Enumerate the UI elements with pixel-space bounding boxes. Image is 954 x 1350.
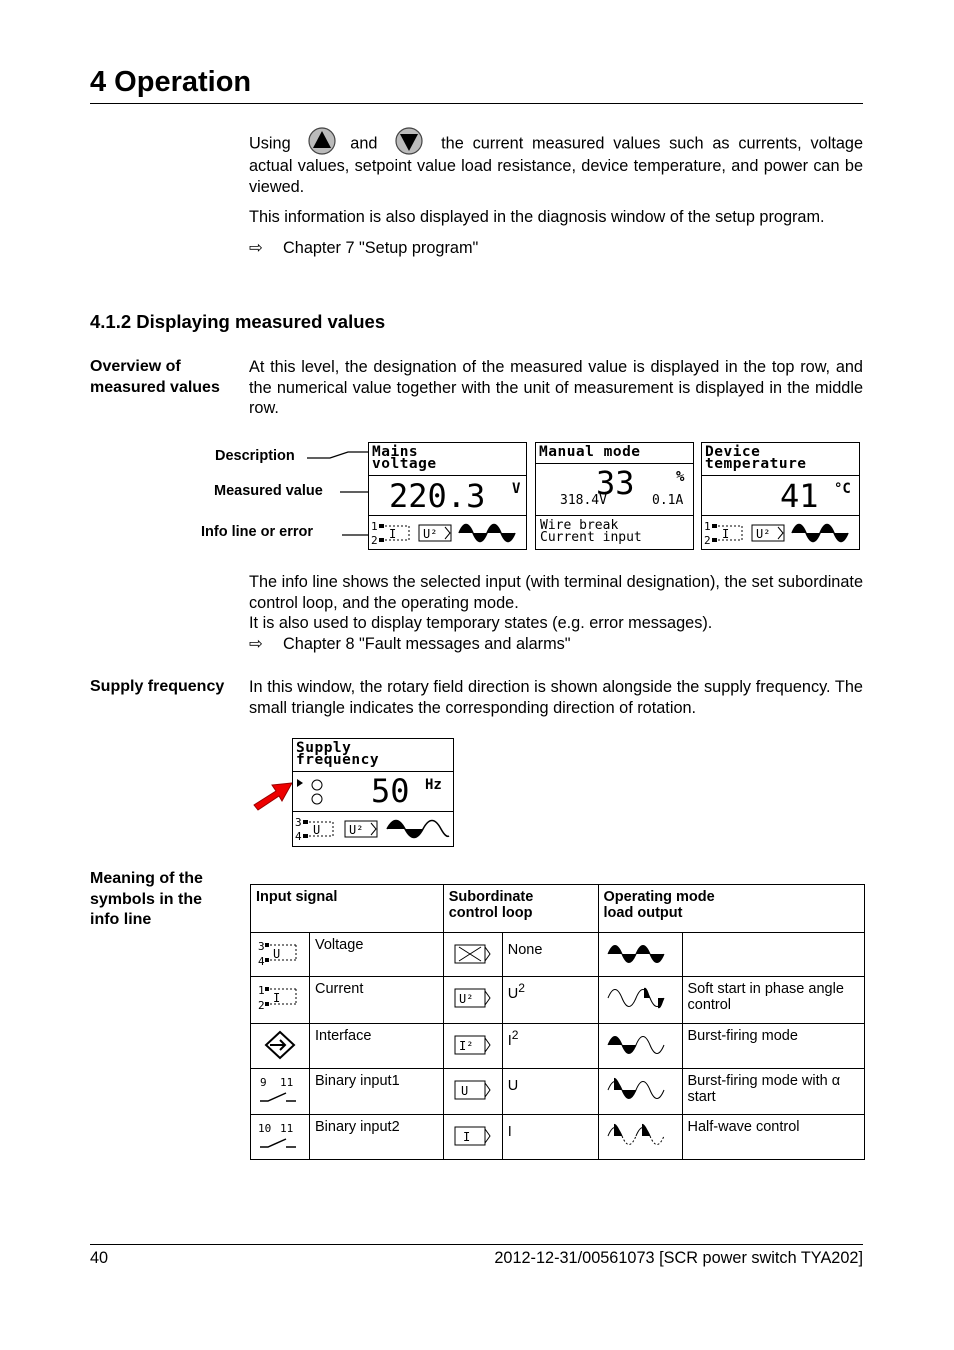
input-label: Binary input2 xyxy=(310,1115,444,1160)
red-pointer-arrow-icon xyxy=(250,775,294,811)
lcd-separator xyxy=(536,515,693,516)
header-rule xyxy=(90,103,863,104)
svg-text:3: 3 xyxy=(258,940,265,953)
header-op-line2: load output xyxy=(603,905,683,921)
lcd-separator xyxy=(369,515,526,516)
lcd-info-line2: Current input xyxy=(540,530,642,545)
lcd-separator xyxy=(369,475,526,476)
xref-setup-text: Chapter 7 "Setup program" xyxy=(283,238,479,257)
mode-half-wave-icon xyxy=(598,1115,682,1160)
svg-text:U²: U² xyxy=(756,527,771,541)
lcd-value: 220.3 xyxy=(389,477,486,515)
overview-paragraph: At this level, the designation of the measured value is displayed in the top row, and the numerical value together with the unit of measurement is displayed in the middle row. xyxy=(249,358,863,418)
loop-i2-icon xyxy=(443,1024,502,1069)
lcd-value: 33 xyxy=(596,464,635,502)
lcd-unit: °C xyxy=(834,481,851,497)
table-row xyxy=(251,977,865,1024)
lcd-separator xyxy=(702,475,859,476)
mode-label xyxy=(682,933,865,977)
svg-text:11: 11 xyxy=(280,1122,294,1135)
svg-text:I: I xyxy=(389,527,397,541)
lcd-value: 41 xyxy=(780,477,819,515)
lcd-display-mains-voltage xyxy=(368,442,527,550)
xref-setup[interactable] xyxy=(249,238,863,259)
xref-fault[interactable] xyxy=(249,634,863,655)
lcd-title-line2: frequency xyxy=(296,752,380,768)
chapter-title: 4 Operation xyxy=(90,66,252,98)
rotation-direction-icon xyxy=(295,777,329,807)
input-label: Binary input1 xyxy=(310,1069,444,1115)
header-sub-line2: control loop xyxy=(448,905,533,921)
lcd-unit: V xyxy=(512,481,521,497)
svg-text:2: 2 xyxy=(704,534,711,547)
svg-text:3: 3 xyxy=(295,816,302,829)
table-header-row xyxy=(251,885,865,933)
loop-none-icon xyxy=(443,933,502,977)
lcd-title-line1: Mains xyxy=(372,444,419,460)
current-input-icon xyxy=(251,977,310,1024)
xref-fault-text: Chapter 8 "Fault messages and alarms" xyxy=(283,634,571,653)
leader-lines xyxy=(300,440,375,550)
voltage-input-icon xyxy=(251,933,310,977)
lcd-unit: % xyxy=(676,469,685,485)
label-description: Description xyxy=(215,448,295,464)
lcd-sub-right: 0.1A xyxy=(652,493,684,508)
svg-text:1: 1 xyxy=(704,520,711,533)
info-line-icons xyxy=(369,518,526,548)
loop-u2-icon xyxy=(443,977,502,1024)
up-arrow-key-icon xyxy=(307,126,337,156)
svg-text:I: I xyxy=(273,991,281,1005)
document-reference: 2012-12-31/00561073 [SCR power switch TYA202] xyxy=(494,1249,863,1267)
mode-burst-firing-icon xyxy=(598,1024,682,1069)
input-label: Voltage xyxy=(310,933,444,977)
mode-full-wave-icon xyxy=(598,933,682,977)
footer-rule xyxy=(90,1244,863,1245)
svg-text:9: 9 xyxy=(260,1076,267,1089)
mode-label: Burst-firing mode with α start xyxy=(682,1069,865,1115)
loop-text: None xyxy=(507,941,543,958)
mode-label: Burst-firing mode xyxy=(682,1024,865,1069)
loop-text: I xyxy=(507,1123,512,1140)
section-heading: 4.1.2 Displaying measured values xyxy=(90,311,386,332)
info-line-text-2: It is also used to display temporary states (e.g. error messages). xyxy=(249,614,713,633)
interface-input-icon xyxy=(251,1024,310,1069)
page-number: 40 xyxy=(90,1249,109,1267)
loop-text: U xyxy=(507,1077,519,1094)
header-operating-mode xyxy=(598,885,864,933)
side-heading-meaning: Meaning of the symbols in the info line xyxy=(90,870,203,929)
xref-arrow-icon: ⇨ xyxy=(249,238,263,257)
symbol-table xyxy=(250,884,865,1160)
lcd-title-line1: Manual mode xyxy=(539,444,641,460)
mode-soft-start-icon xyxy=(598,977,682,1024)
lcd-unit: Hz xyxy=(425,777,442,793)
loop-label xyxy=(502,1024,598,1069)
svg-text:U²: U² xyxy=(423,527,438,541)
svg-text:U²: U² xyxy=(349,823,364,837)
svg-text:I²: I² xyxy=(458,1039,474,1053)
loop-i-icon xyxy=(443,1115,502,1160)
supply-paragraph: In this window, the rotary field direction is shown alongside the supply frequency. The small triangle indicates the corresponding direction of rotation. xyxy=(249,678,863,717)
lcd-value: 50 xyxy=(371,772,410,810)
binary-input1-icon xyxy=(251,1069,310,1115)
header-op-line1: Operating mode xyxy=(603,889,715,905)
header-sub-line1: Subordinate xyxy=(448,889,534,905)
svg-text:U: U xyxy=(273,947,281,961)
loop-sup: 2 xyxy=(518,981,525,995)
loop-text: U xyxy=(507,985,519,1002)
lcd-title-line1: Device xyxy=(705,444,761,460)
info-line-text-1: The info line shows the selected input (with terminal designation), the set subordinate control loop, and the operating mode. xyxy=(249,573,863,612)
label-info-line: Info line or error xyxy=(201,524,313,540)
table-row xyxy=(251,1069,865,1115)
header-input-signal: Input signal xyxy=(251,885,444,933)
svg-text:4: 4 xyxy=(258,955,265,968)
lcd-info-line1: Wire break xyxy=(540,518,619,533)
mode-label: Soft start in phase angle control xyxy=(682,977,865,1024)
svg-text:4: 4 xyxy=(295,830,302,843)
table-row xyxy=(251,1115,865,1160)
lcd-display-device-temperature xyxy=(701,442,860,550)
svg-text:10: 10 xyxy=(258,1122,272,1135)
loop-label xyxy=(502,1115,598,1160)
lcd-sub-left: 318.4V xyxy=(560,493,607,508)
intro-using: Using xyxy=(249,134,291,153)
svg-text:1: 1 xyxy=(371,520,378,533)
intro-paragraph xyxy=(249,132,863,258)
svg-text:U²: U² xyxy=(458,992,474,1006)
down-arrow-key-icon xyxy=(394,126,424,156)
mode-label: Half-wave control xyxy=(682,1115,865,1160)
xref-arrow-icon: ⇨ xyxy=(249,634,263,653)
lcd-title-line1: Supply xyxy=(296,740,352,756)
intro-paragraph-2: This information is also displayed in the diagnosis window of the setup program. xyxy=(249,208,825,227)
label-measured-value: Measured value xyxy=(214,483,323,499)
svg-text:U: U xyxy=(460,1084,468,1098)
header-subordinate-loop xyxy=(443,885,598,933)
loop-label xyxy=(502,933,598,977)
loop-u-icon xyxy=(443,1069,502,1115)
svg-text:I: I xyxy=(722,527,730,541)
lcd-display-supply-frequency xyxy=(292,738,454,847)
side-heading-supply: Supply frequency xyxy=(90,678,225,695)
info-line-icons xyxy=(702,518,859,548)
table-row xyxy=(251,1024,865,1069)
svg-text:11: 11 xyxy=(280,1076,294,1089)
loop-label xyxy=(502,1069,598,1115)
info-line-paragraph xyxy=(249,572,863,654)
loop-label xyxy=(502,977,598,1024)
input-label: Interface xyxy=(310,1024,444,1069)
lcd-separator xyxy=(702,515,859,516)
lcd-title-line2: voltage xyxy=(372,456,437,472)
svg-text:U: U xyxy=(313,823,321,837)
lcd-display-manual-mode xyxy=(535,442,694,550)
intro-text: the current measured values such as currents, voltage actual values, setpoint value load resistance, device temperature, and power can be viewed. xyxy=(249,134,864,196)
lcd-separator xyxy=(293,811,453,812)
svg-text:I: I xyxy=(462,1130,470,1144)
input-label: Current xyxy=(310,977,444,1024)
svg-text:2: 2 xyxy=(258,999,265,1012)
info-line-icons xyxy=(293,814,453,844)
loop-text: I xyxy=(507,1032,512,1049)
binary-input2-icon xyxy=(251,1115,310,1160)
lcd-title-line2: temperature xyxy=(705,456,807,472)
svg-text:1: 1 xyxy=(258,984,265,997)
side-heading-overview: Overview of measured values xyxy=(90,358,220,396)
table-row xyxy=(251,933,865,977)
mode-burst-alpha-icon xyxy=(598,1069,682,1115)
svg-text:2: 2 xyxy=(371,534,378,547)
intro-and: and xyxy=(350,134,378,153)
loop-sup: 2 xyxy=(511,1028,519,1042)
